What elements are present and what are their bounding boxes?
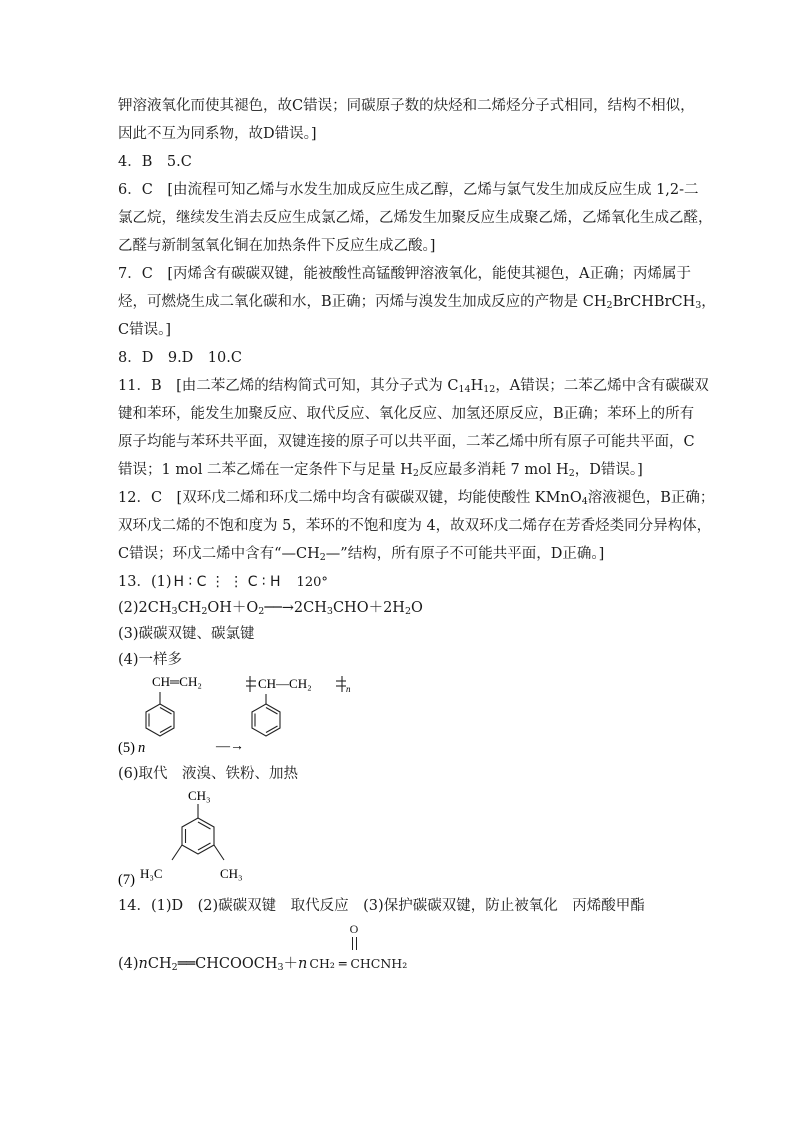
bond-line (172, 845, 182, 860)
bond-line (214, 845, 224, 860)
text-line: 因此不互为同系物，故D错误。] (118, 126, 317, 142)
styrene-vinyl-group: CH═CH₂ (152, 674, 202, 689)
q13-part3: (3)碳碳双键、碳氯键 (118, 626, 255, 642)
text-line: C错误。] (118, 322, 172, 338)
text-line: 乙醛与新制氢氧化铜在加热条件下反应生成乙酸。] (118, 238, 436, 254)
polymer-chain: CH—CH₂ (258, 676, 312, 691)
part-label: (5) (118, 740, 135, 756)
text-line: 原子均能与苯环共平面，双键连接的原子可以共平面，二苯乙烯中所有原子可能共平面，C (118, 434, 695, 450)
text-line: 4．B 5.C (118, 154, 192, 170)
text-line: 12．C [双环戊二烯和环戊二烯中均含有碳碳双键，均能使酸性 KMnO$_4$溶液褪色，B正确； (118, 490, 715, 507)
benzene-ring (252, 704, 280, 736)
methyl-group: CH₃ (188, 788, 211, 803)
text-line: 氯乙烷，继续发生消去反应生成氯乙烯，乙烯发生加聚反应生成聚乙烯，乙烯氧化生成乙醛， (118, 210, 713, 226)
text-line: 键和苯环，能发生加聚反应、取代反应、氧化反应、加氢还原反应，B正确；苯环上的所有 (118, 406, 695, 422)
mesitylene-structure (110, 786, 310, 890)
polymer-n: n (346, 684, 351, 694)
q13-part2: $(2)2CH_3CH_2OH+O_2──\to 2CH_3CHO+2H_2O$ (118, 600, 423, 617)
text-line: 8．D 9.D 10.C (118, 350, 242, 366)
carbonyl-oxygen: O (347, 922, 361, 950)
q14-part1: 14．(1)D (2)碳碳双键 取代反应 (3)保护碳碳双键，防止被氧化 丙烯酸甲酯 (118, 898, 645, 914)
text-line: 6．C [由流程可知乙烯与水发生加成反应生成乙醇，乙烯与氯气发生加成反应生成 1,2-二 (118, 182, 699, 198)
benzene-ring (146, 704, 174, 736)
methyl-group: CH₃ (220, 866, 243, 881)
part-label: (7) (118, 872, 135, 888)
text-line: 烃，可燃烧生成二氧化碳和水，B正确；丙烯与溴发生加成反应的产物是 $CH_2BrCHBrCH_3$， (118, 294, 716, 311)
text-line: 11．B [由二苯乙烯的结构简式可知，其分子式为 $C_{14}H_{12}$，A错误；二苯乙烯中含有碳碳双 (118, 378, 709, 395)
double-bond-line (352, 937, 357, 950)
acrylamide-formula: CH₂ ═ CHCNH₂ (309, 956, 408, 971)
text-line: 钾溶液氧化而使其褪色，故C错误；同碳原子数的炔烃和二烯烃分子式相同，结构不相似， (118, 98, 695, 114)
reaction-arrow: —→ (216, 739, 244, 754)
q13-part6: (6)取代 液溴、铁粉、加热 (118, 766, 299, 782)
q13-part4: (4)一样多 (118, 652, 183, 668)
q13-part1: 13．(1) H ∶ C ⋮ ⋮ C ∶ H 120° (118, 574, 328, 590)
q14-part4: $(4)nCH_2══CHCOOCH_3+n$ CH₂ ═ CHCNH₂ (118, 956, 408, 973)
text-line: 双环戊二烯的不饱和度为 5，苯环的不饱和度为 4，故双环戊二烯存在芳香烃类同分异构体， (118, 518, 712, 534)
methyl-group: H₃C (140, 866, 163, 881)
benzene-ring (182, 818, 214, 854)
text-line: 7．C [丙烯含有碳碳双键，能被酸性高锰酸钾溶液氧化，能使其褪色，A正确；丙烯属于 (118, 266, 691, 282)
text-line: 错误；1 mol 二苯乙烯在一定条件下与足量 $H_2$反应最多消耗 7 mol $H_2$，D错误。] (118, 462, 643, 479)
text-line: C错误；环戊二烯中含有“$—CH_2—$”结构，所有原子不可能共平面，D正确。] (118, 546, 605, 563)
coefficient-n: n (138, 740, 146, 756)
styrene-polymerization (110, 670, 370, 760)
electron-formula: H ∶ C ⋮ ⋮ C ∶ H (173, 574, 281, 590)
